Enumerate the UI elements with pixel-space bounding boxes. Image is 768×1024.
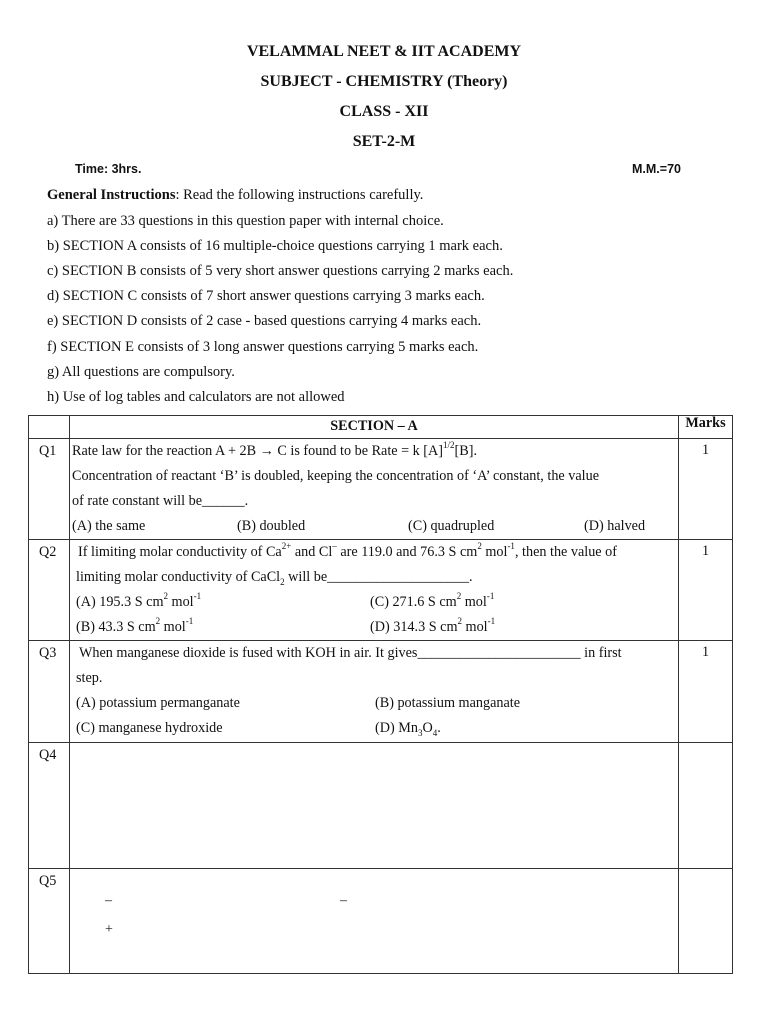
instructions-title: General Instructions	[47, 187, 176, 203]
instruction-item: h) Use of log tables and calculators are not allowed	[47, 389, 345, 405]
instruction-item: a) There are 33 questions in this question paper with internal choice.	[47, 213, 444, 229]
q1-option-a[interactable]: (A) the same	[72, 518, 146, 534]
q2-sup2: –	[332, 541, 337, 551]
class-title: CLASS - XII	[339, 103, 429, 120]
q2-sup4: -1	[507, 541, 515, 551]
question-number: Q2	[29, 540, 70, 641]
blank-cell	[29, 416, 70, 439]
question-row-q5	[29, 869, 733, 974]
q5-dash: –	[340, 893, 347, 908]
instruction-item: b) SECTION A consists of 16 multiple-choice questions carrying 1 mark each.	[47, 238, 503, 254]
q2-line2	[76, 565, 678, 590]
q2-t5: , then the value of	[514, 544, 617, 560]
question-row-q3	[29, 641, 733, 743]
q2-options-row2	[76, 615, 678, 640]
q2-line1	[76, 540, 678, 565]
instruction-item: g) All questions are compulsory.	[47, 364, 235, 380]
question-body-q1	[70, 439, 679, 540]
q2-d-sup: 2	[457, 616, 462, 626]
questions-table	[28, 415, 733, 974]
q2-option-d[interactable]	[370, 615, 495, 640]
q5-dash: –	[105, 893, 112, 908]
q3-options-row2	[76, 716, 678, 741]
q2-sup1: 2+	[281, 541, 292, 551]
question-body-q2	[70, 540, 679, 641]
q3-t2: in first	[580, 645, 622, 661]
q1-option-c[interactable]: (C) quadrupled	[408, 518, 495, 534]
q3-d-t1: (D) Mn	[375, 720, 418, 736]
q2-a-text: (A) 195.3 S cm	[76, 594, 164, 610]
q2-c-text: (C) 271.6 S cm	[370, 594, 457, 610]
q2-b-mol: mol	[160, 619, 186, 635]
q3-option-d[interactable]	[375, 716, 441, 746]
q3-option-c[interactable]: (C) manganese hydroxide	[76, 720, 223, 736]
q2-option-b[interactable]	[76, 615, 193, 640]
q3-option-a[interactable]: (A) potassium permanganate	[76, 695, 240, 711]
q1-option-d[interactable]: (D) halved	[584, 518, 646, 534]
q2-t1: If limiting molar conductivity of Ca	[78, 544, 282, 560]
question-row-q4	[29, 743, 733, 869]
q2-c-mol: mol	[461, 594, 487, 610]
q2-a-sup: 2	[163, 591, 168, 601]
q3-options-row1	[76, 691, 678, 716]
q2-d-mol: mol	[461, 619, 488, 635]
q2-a-molsup: -1	[193, 591, 202, 601]
q1-marks: 1	[679, 439, 733, 540]
q3-t1: When manganese dioxide is fused with KOH in air. It gives	[79, 645, 418, 661]
question-body-q4	[70, 743, 679, 869]
q2-sup3: 2	[477, 541, 482, 551]
subject-title: SUBJECT - CHEMISTRY (Theory)	[260, 73, 508, 90]
section-title: SECTION – A	[70, 416, 679, 439]
academy-title: VELAMMAL NEET & IIT ACADEMY	[246, 43, 522, 60]
q1-text-b: [B].	[454, 443, 477, 459]
set-title: SET-2-M	[352, 133, 416, 150]
q2-b-text: (B) 43.3 S cm	[76, 619, 156, 635]
q2-options-row1	[76, 590, 678, 615]
instruction-item: d) SECTION C consists of 7 short answer questions carrying 3 marks each.	[47, 288, 485, 304]
q4-marks	[679, 743, 733, 869]
q3-line1	[76, 641, 678, 666]
q2-d-text: (D) 314.3 S cm	[370, 619, 458, 635]
q2-marks: 1	[679, 540, 733, 641]
q2-t6: limiting molar conductivity of CaCl	[76, 569, 281, 585]
q2-t3: are 119.0 and 76.3 S cm	[336, 544, 478, 560]
question-row-q2	[29, 540, 733, 641]
max-marks-label: M.M.=70	[632, 162, 681, 176]
q2-b-molsup: -1	[185, 616, 194, 626]
q2-sub: 2	[280, 576, 285, 587]
q3-blank: _______________________	[417, 645, 581, 661]
q3-d-sub2: 4	[432, 727, 438, 738]
q5-plus: +	[105, 922, 113, 937]
question-row-q1	[29, 439, 733, 540]
q1-line3: of rate constant will be______.	[72, 493, 249, 509]
q1-option-b[interactable]: (B) doubled	[237, 518, 306, 534]
q1-text-a: Rate law for the reaction A + 2B → C is found to be Rate = k [A]	[72, 443, 444, 459]
instruction-item: e) SECTION D consists of 2 case - based questions carrying 4 marks each.	[47, 313, 482, 329]
instructions-intro: : Read the following instructions carefully.	[175, 187, 424, 203]
q2-c-molsup: -1	[486, 591, 495, 601]
question-number: Q4	[29, 743, 70, 869]
q3-d-sub1: 3	[417, 727, 423, 738]
section-header-row	[29, 416, 733, 439]
q3-d-t3: .	[437, 720, 441, 736]
q3-marks: 1	[679, 641, 733, 743]
q2-c-sup: 2	[456, 591, 462, 601]
q2-a-mol: mol	[167, 594, 194, 610]
q2-b-sup: 2	[155, 616, 161, 626]
question-body-q3	[70, 641, 679, 743]
instruction-item: c) SECTION B consists of 5 very short answer questions carrying 2 marks each.	[47, 263, 514, 279]
instruction-item: f) SECTION E consists of 3 long answer questions carrying 5 marks each.	[47, 339, 479, 355]
q1-options	[70, 514, 678, 539]
q3-option-b[interactable]: (B) potassium manganate	[375, 695, 520, 711]
q2-d-molsup: -1	[487, 616, 496, 626]
q2-option-c[interactable]	[370, 590, 494, 615]
q2-t2: and Cl	[291, 544, 333, 560]
q5-marks	[679, 869, 733, 974]
q2-t7: will be____________________.	[284, 569, 473, 585]
q2-t4: mol	[481, 544, 508, 560]
q1-sup: 1/2	[443, 440, 455, 450]
question-body-q5	[70, 869, 679, 974]
q2-option-a[interactable]	[76, 590, 201, 615]
q1-line2: Concentration of reactant ‘B’ is doubled, keeping the concentration of ‘A’ constant, the value	[72, 468, 599, 484]
instructions-heading	[47, 187, 423, 204]
question-number: Q1	[29, 439, 70, 540]
time-label: Time: 3hrs.	[75, 162, 142, 176]
marks-header: Marks	[679, 416, 733, 439]
question-number: Q3	[29, 641, 70, 743]
q1-line1	[70, 439, 678, 464]
q3-d-t2: O	[422, 720, 433, 736]
q3-line2: step.	[76, 670, 103, 686]
question-number: Q5	[29, 869, 70, 974]
